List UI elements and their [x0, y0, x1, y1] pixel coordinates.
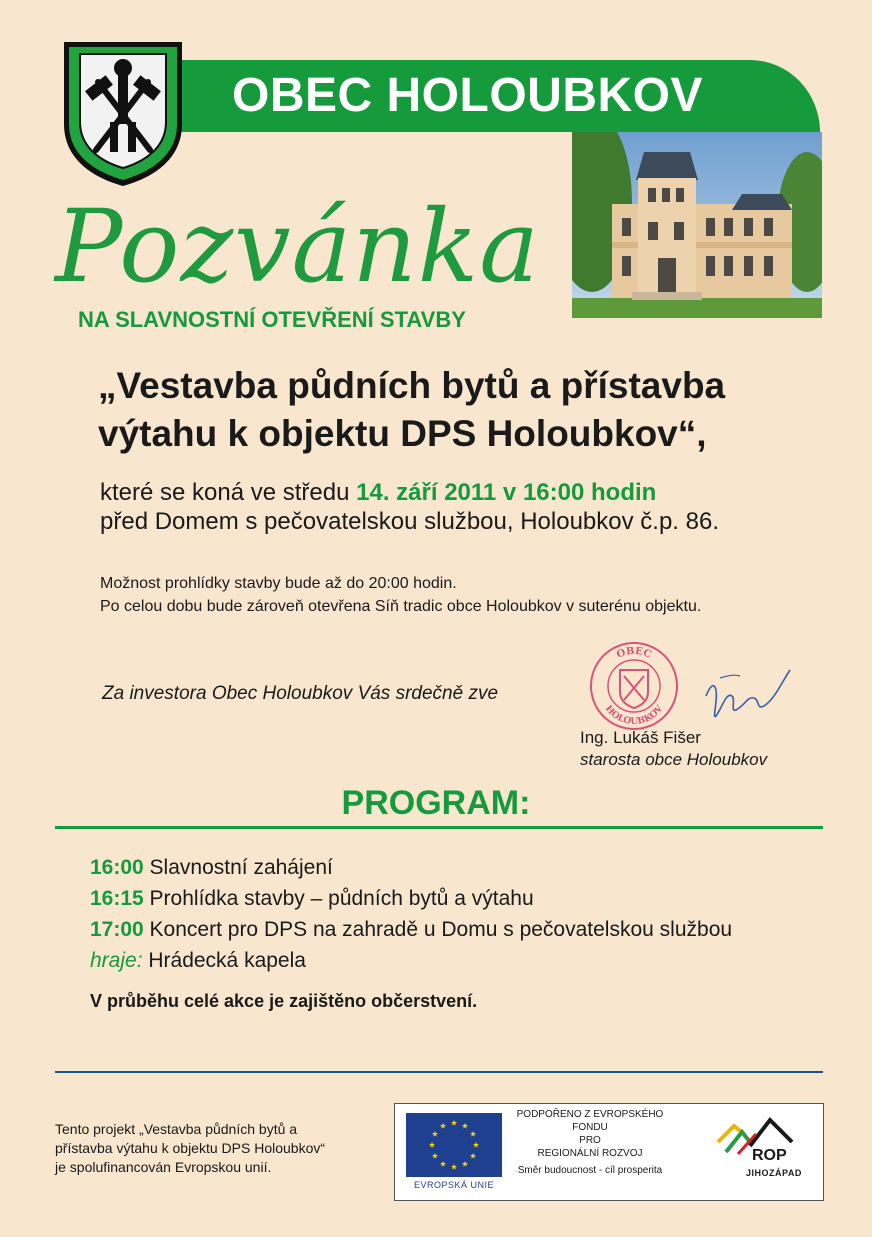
crest-hammers-icon	[60, 38, 186, 188]
event-date-prefix: které se koná ve středu	[100, 479, 357, 506]
program-title: PROGRAM:	[341, 784, 531, 822]
event-date-line	[100, 478, 719, 507]
list-item	[90, 883, 732, 914]
program-list	[90, 852, 732, 976]
plays-value: Hrádecká kapela	[142, 949, 306, 972]
program-time: 16:00	[90, 856, 144, 879]
fund-line-3: REGIONÁLNÍ ROZVOJ	[537, 1148, 643, 1159]
program-text: Prohlídka stavby – půdních bytů a výtahu	[143, 887, 534, 910]
invitation-subtitle: NA SLAVNOSTNÍ OTEVŘENÍ STAVBY	[78, 307, 466, 332]
event-headline	[98, 362, 725, 458]
eu-flag-icon	[406, 1113, 502, 1177]
stamp-icon	[588, 640, 680, 732]
event-datetime: 14. září 2011 v 16:00 hodin	[356, 479, 657, 506]
fund-motto: Směr budoucnost - cíl prosperita	[517, 1165, 663, 1176]
rop-label: ROP	[752, 1147, 787, 1164]
signer-role: starosta obce Holoubkov	[580, 750, 768, 769]
signer-name: Ing. Lukáš Fišer	[580, 728, 701, 747]
list-item	[90, 945, 732, 976]
funding-line-1: Tento projekt „Vestavba půdních bytů a	[55, 1121, 298, 1137]
invitation-text: Za investora Obec Holoubkov Vás srdečně zve	[102, 683, 499, 704]
program-time: 16:15	[90, 887, 144, 910]
eu-label: EVROPSKÁ UNIE	[413, 1180, 495, 1190]
program-text: Koncert pro DPS na zahradě u Domu s pečovatelskou službou	[143, 918, 733, 941]
list-item	[90, 914, 732, 945]
signature-icon	[696, 656, 796, 726]
stamp-top-text: OBEC	[615, 645, 653, 661]
program-text: Slavnostní zahájení	[143, 856, 333, 879]
fund-line-2: PRO	[579, 1135, 601, 1146]
funding-line-2: přístavba výtahu k objektu DPS Holoubkov“	[55, 1140, 326, 1156]
event-place: před Domem s pečovatelskou službou, Holoubkov č.p. 86.	[100, 508, 719, 535]
divider	[55, 1071, 823, 1073]
plays-label: hraje:	[90, 949, 143, 972]
rop-sublabel: JIHOZÁPAD	[746, 1168, 802, 1178]
signer-block	[580, 727, 767, 771]
divider	[55, 826, 823, 829]
headline-line-2: výtahu k objektu DPS Holoubkov“,	[98, 413, 707, 454]
stamp-bottom-text: HOLOUBKOV	[602, 703, 666, 728]
fund-line-1: PODPOŘENO Z EVROPSKÉHO FONDU	[516, 1109, 664, 1133]
refreshments-note: V průběhu celé akce je zajištěno občerstvení.	[90, 991, 478, 1011]
event-notes	[100, 572, 701, 618]
fund-text	[500, 1108, 680, 1160]
funding-line-3: je spolufinancován Evropskou unií.	[55, 1159, 272, 1175]
event-details	[100, 478, 719, 536]
list-item	[90, 852, 732, 883]
note-line-2: Po celou dobu bude zároveň otevřena Síň tradic obce Holoubkov v suterénu objektu.	[100, 598, 702, 615]
program-time: 17:00	[90, 918, 144, 941]
funding-note	[55, 1120, 325, 1177]
svg-text:OBEC	[615, 646, 653, 661]
note-line-1: Možnost prohlídky stavby bude až do 20:00 hodin.	[100, 575, 457, 592]
page-title: OBEC HOLOUBKOV	[232, 69, 704, 122]
building-photo	[572, 132, 822, 318]
headline-line-1: „Vestavba půdních bytů a přístavba	[98, 365, 726, 406]
invitation-heading: Pozvánka	[55, 188, 540, 305]
